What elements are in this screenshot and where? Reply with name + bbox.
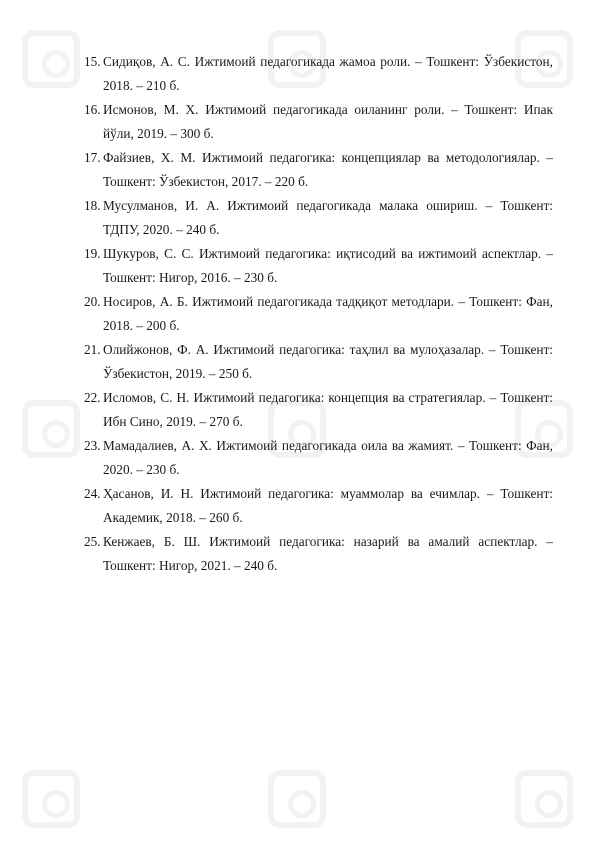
reference-item <box>84 434 553 482</box>
reference-item <box>84 530 553 578</box>
reference-item <box>84 194 553 242</box>
reference-text: Мусулманов, И. А. Ижтимоий педагогикада малака ошириш. – Тошкент: ТДПУ, 2020. – 240 б. <box>103 198 553 237</box>
reference-number: 16. <box>84 102 101 117</box>
reference-item <box>84 242 553 290</box>
reference-text: Исмонов, М. Х. Ижтимоий педагогикада оиланинг роли. – Тошкент: Ипак йўли, 2019. – 300 б. <box>103 102 553 141</box>
reference-number: 15. <box>84 54 101 69</box>
reference-number: 22. <box>84 390 101 405</box>
reference-number: 19. <box>84 246 101 261</box>
reference-text: Носиров, А. Б. Ижтимоий педагогикада тадқиқот методлари. – Тошкент: Фан, 2018. – 200 б. <box>103 294 553 333</box>
reference-text: Мамадалиев, А. Х. Ижтимоий педагогикада оила ва жамият. – Тошкент: Фан, 2020. – 230 б. <box>103 438 553 477</box>
watermark-logo-icon <box>515 770 573 828</box>
reference-text: Исломов, С. Н. Ижтимоий педагогика: концепция ва стратегиялар. – Тошкент: Ибн Сино, 2019. – 270 б. <box>103 390 553 429</box>
reference-number: 23. <box>84 438 101 453</box>
reference-text: Файзиев, Х. М. Ижтимоий педагогика: концепциялар ва методологиялар. – Тошкент: Ўзбекистон, 2017. – 220 б. <box>103 150 553 189</box>
reference-item <box>84 146 553 194</box>
reference-text: Сидиқов, А. С. Ижтимоий педагогикада жамоа роли. – Тошкент: Ўзбекистон, 2018. – 210 б. <box>103 54 553 93</box>
watermark-logo-icon <box>22 770 80 828</box>
reference-list <box>84 50 553 578</box>
reference-number: 18. <box>84 198 101 213</box>
reference-item <box>84 290 553 338</box>
reference-number: 20. <box>84 294 101 309</box>
reference-text: Кенжаев, Б. Ш. Ижтимоий педагогика: назарий ва амалий аспектлар. – Тошкент: Нигор, 2021. – 240 б. <box>103 534 553 573</box>
reference-text: Шукуров, С. С. Ижтимоий педагогика: иқтисодий ва ижтимоий аспектлар. – Тошкент: Нигор, 2016. – 230 б. <box>103 246 553 285</box>
reference-number: 24. <box>84 486 101 501</box>
reference-item <box>84 98 553 146</box>
reference-text: Олийжонов, Ф. А. Ижтимоий педагогика: таҳлил ва мулоҳазалар. – Тошкент: Ўзбекистон, 2019. – 250 б. <box>103 342 553 381</box>
reference-text: Ҳасанов, И. Н. Ижтимоий педагогика: муаммолар ва ечимлар. – Тошкент: Академик, 2018. – 260 б. <box>103 486 553 525</box>
reference-item <box>84 50 553 98</box>
reference-number: 17. <box>84 150 101 165</box>
reference-number: 21. <box>84 342 101 357</box>
reference-number: 25. <box>84 534 101 549</box>
reference-item <box>84 338 553 386</box>
reference-item <box>84 482 553 530</box>
reference-item <box>84 386 553 434</box>
watermark-logo-icon <box>268 770 326 828</box>
